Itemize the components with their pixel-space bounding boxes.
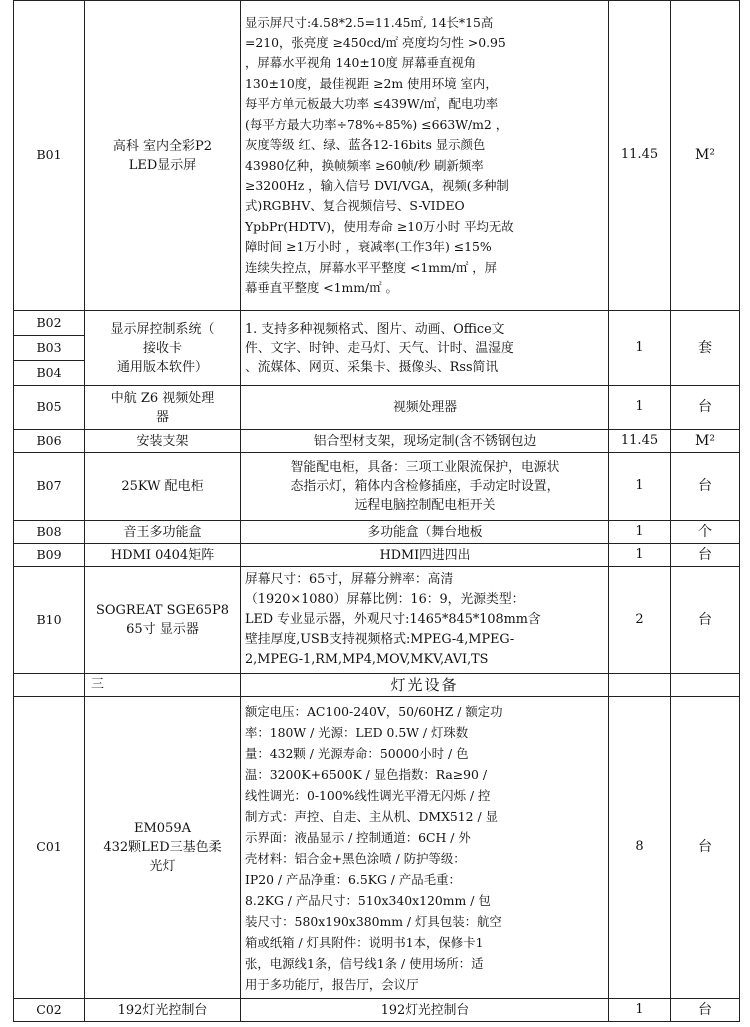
item-name: 25KW 配电柜: [85, 453, 241, 521]
item-spec: 额定电压：AC100-240V，50/60HZ / 额定功 率：180W / 光源：LED 0.5W / 灯珠数 量：432颗 / 光源寿命：50000小时 / 色 温：3200K+6500K / 显色指数：Ra≥90 / 线性调光：0-100%线性调光平滑无闪烁 / 控 制方式：声控、自走、主从机、DMX512 / 显 示界面：液晶显示 / 控制通道：6CH / 外 壳材料：铝合金+黑色涂喷 / 防护等级： IP20 / 产品净重：6.5KG / 产品毛重： 8.2KG / 产品尺寸：510x340x120mm / 包 装尺寸：580x190x380mm / 灯具包装：航空 箱或纸箱 / 灯具附件：说明书1本，保修卡1 张，电源线1条，信号线1条 / 使用场所：适 用于多功能厅，报告厅，会议厅: [241, 697, 609, 999]
item-name: 音王多功能盒: [85, 521, 241, 544]
item-quantity: 2: [609, 567, 671, 674]
item-code: C02: [14, 999, 85, 1022]
item-spec: 显示屏尺寸:4.58*2.5=11.45㎡, 14长*15高 =210，张亮度 ≥450cd/㎡ 亮度均匀性 >0.95 ，屏幕水平视角 140±10度 屏幕垂直视角 130±10度，最佳视距 ≥2m 使用环境 室内， 每平方单元板最大功率 ≤439W/㎡，配电功率 (每平方最大功率÷78%÷85%) ≤663W/m2 ， 灰度等级 红、绿、蓝各12-16bits 显示颜色 43980亿种，换帧频率 ≥60帧/秒 刷新频率 ≥3200Hz ，输入信号 DVI/VGA，视频(多种制 式)RGBHV、复合视频信号、S-VIDEO YpbPr(HDTV)，使用寿命 ≥10万小时 平均无故 障时间 ≥1万小时 ，衰减率(工作3年) ≤15% 连续失控点，屏幕水平平整度 <1mm/㎡ ，屏 幕垂直平整度 <1mm/㎡ 。: [241, 1, 609, 311]
item-spec: 1. 支持多种视频格式、图片、动画、Office文 件、文字、时钟、走马灯、天气、计时、温湿度 、流媒体、网页、采集卡、摄像头、Rss简讯: [241, 311, 609, 386]
item-name: 192灯光控制台: [85, 999, 241, 1022]
item-quantity: 1: [609, 386, 671, 430]
item-spec: 多功能盒（舞台地板: [241, 521, 609, 544]
equipment-table-page: [13, 0, 739, 1022]
item-spec: 视频处理器: [241, 386, 609, 430]
table-row: [14, 567, 740, 674]
item-name: EM059A 432颗LED三基色柔 光灯: [85, 697, 241, 999]
equipment-table: [13, 0, 740, 1022]
item-name: 中航 Z6 视频处理 器: [85, 386, 241, 430]
item-quantity: 11.45: [609, 1, 671, 311]
item-name: 安装支架: [85, 430, 241, 453]
item-code: B08: [14, 521, 85, 544]
item-quantity: 8: [609, 697, 671, 999]
item-code: B06: [14, 430, 85, 453]
item-unit: 台: [671, 697, 740, 999]
section-blank-cell: [609, 674, 671, 697]
table-row: [14, 999, 740, 1022]
item-unit: 台: [671, 567, 740, 674]
item-code: C01: [14, 697, 85, 999]
item-unit: 台: [671, 544, 740, 567]
item-code: B09: [14, 544, 85, 567]
item-code: B03: [14, 336, 85, 361]
item-code: B02: [14, 311, 85, 336]
item-code: B10: [14, 567, 85, 674]
item-code: B04: [14, 361, 85, 386]
item-quantity: 1: [609, 999, 671, 1022]
table-row: [14, 521, 740, 544]
section-number: 三: [85, 674, 241, 697]
item-unit: 台: [671, 999, 740, 1022]
item-code: B05: [14, 386, 85, 430]
item-name: 显示屏控制系统（ 接收卡 通用版本软件）: [85, 311, 241, 386]
item-spec: 铝合型材支架，现场定制(含不锈钢包边: [241, 430, 609, 453]
item-unit: M²: [671, 1, 740, 311]
item-unit: 台: [671, 386, 740, 430]
table-row: [14, 697, 740, 999]
item-quantity: 1: [609, 311, 671, 386]
section-blank-cell: [671, 674, 740, 697]
item-quantity: 1: [609, 453, 671, 521]
section-title: 灯光设备: [241, 674, 609, 697]
item-spec: 192灯光控制台: [241, 999, 609, 1022]
item-spec: 屏幕尺寸：65寸，屏幕分辨率：高清 （1920×1080）屏幕比例：16：9，光源类型： LED 专业显示器，外观尺寸:1465*845*108mm含 壁挂厚度,USB支持视频格式:MPEG-4,MPEG- 2,MPEG-1,RM,MP4,MOV,MKV,AVI,TS: [241, 567, 609, 674]
table-row: [14, 311, 740, 336]
section-header-row: [14, 674, 740, 697]
table-row: [14, 430, 740, 453]
table-row: [14, 1, 740, 311]
item-quantity: 1: [609, 521, 671, 544]
item-spec: 智能配电柜，具备：三项工业限流保护，电源状 态指示灯，箱体内含检修插座，手动定时设置， 远程电脑控制配电柜开关: [241, 453, 609, 521]
item-unit: 套: [671, 311, 740, 386]
item-code: B07: [14, 453, 85, 521]
item-name: HDMI 0404矩阵: [85, 544, 241, 567]
item-quantity: 1: [609, 544, 671, 567]
item-unit: M²: [671, 430, 740, 453]
item-spec: HDMI四进四出: [241, 544, 609, 567]
table-row: [14, 544, 740, 567]
item-quantity: 11.45: [609, 430, 671, 453]
item-unit: 台: [671, 453, 740, 521]
table-row: [14, 386, 740, 430]
section-blank-cell: [14, 674, 85, 697]
item-code: B01: [14, 1, 85, 311]
item-name: SOGREAT SGE65P8 65寸 显示器: [85, 567, 241, 674]
item-name: 高科 室内全彩P2 LED显示屏: [85, 1, 241, 311]
table-row: [14, 453, 740, 521]
item-unit: 个: [671, 521, 740, 544]
